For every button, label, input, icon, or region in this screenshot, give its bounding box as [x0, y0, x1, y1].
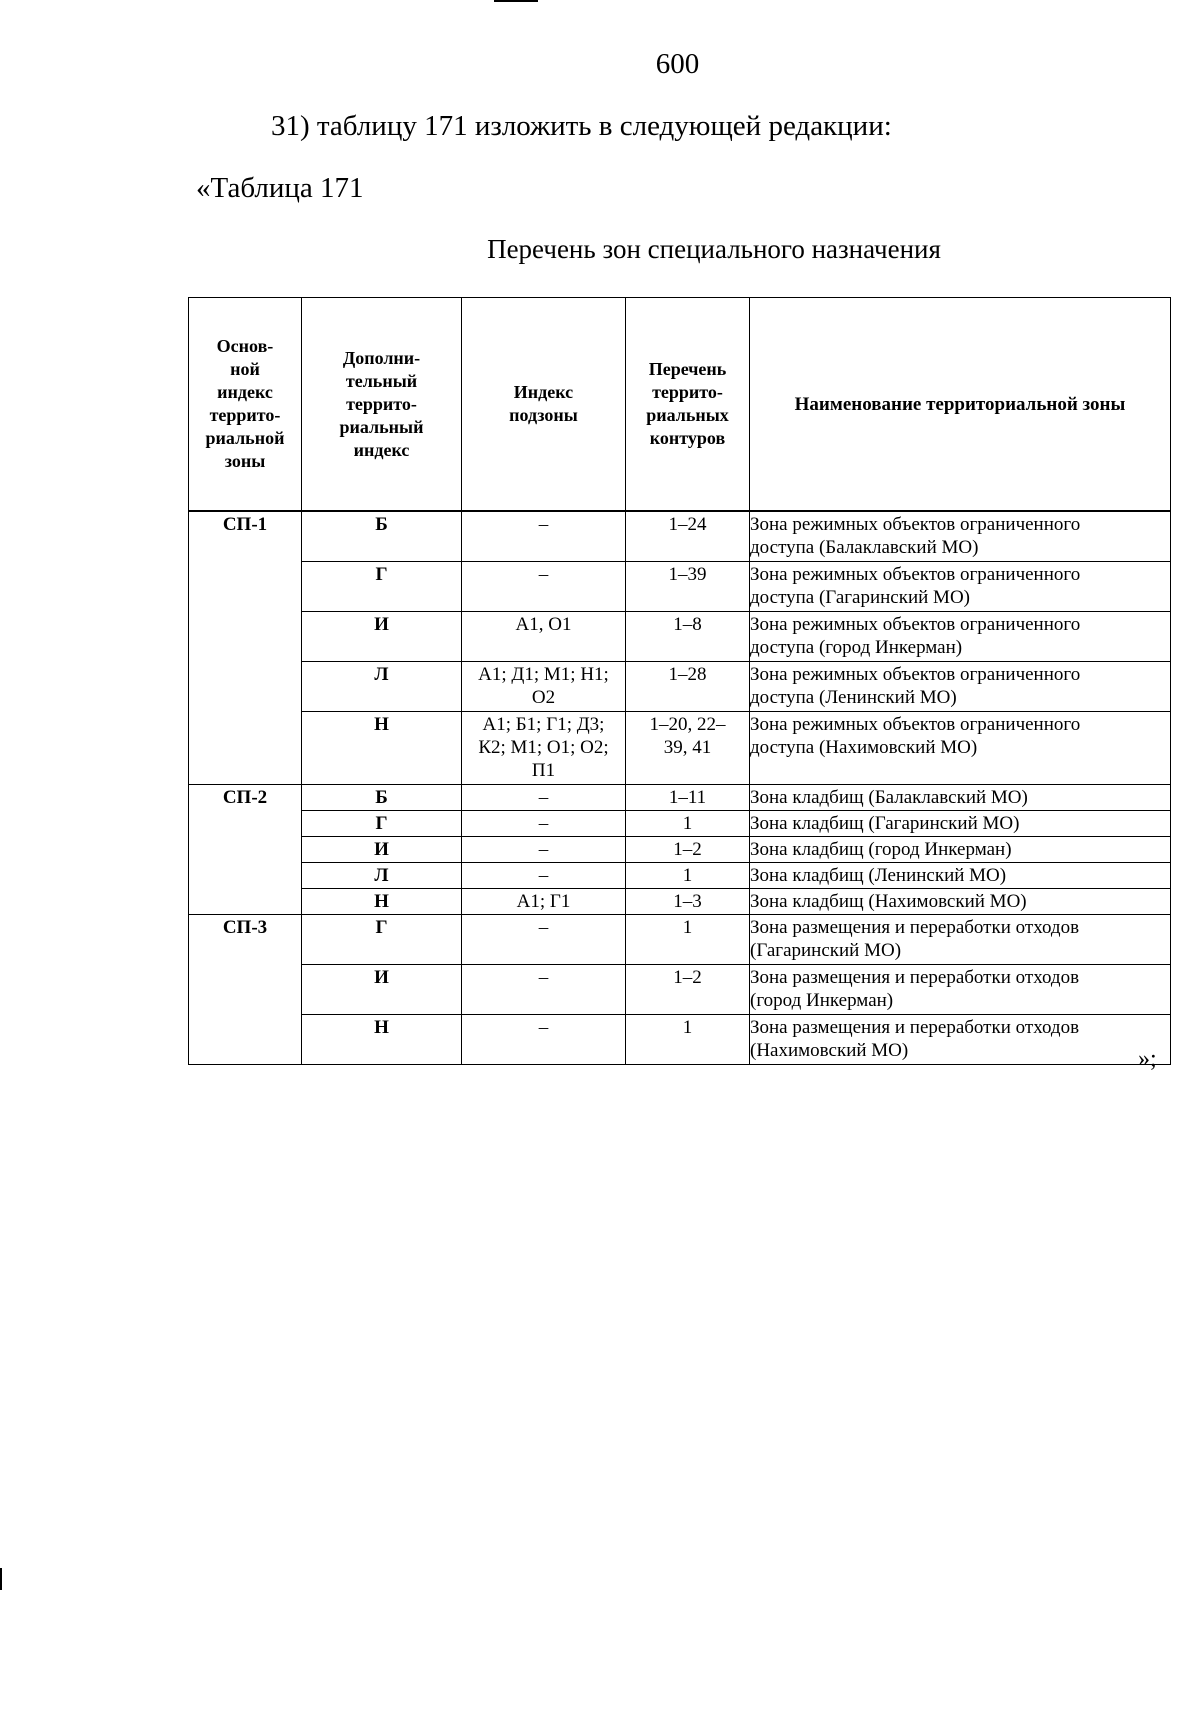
cell-line: 1–28 [668, 664, 707, 685]
cell-line: доступа (Нахимовский МО) [750, 737, 978, 758]
subzone-index-cell [462, 712, 626, 785]
table-row [189, 863, 1171, 889]
subzone-index-cell [462, 562, 626, 612]
cell-line: К2; М1; О1; О2; [478, 737, 609, 758]
cell-line: Индекс [513, 382, 574, 402]
header-zone-name [750, 298, 1171, 512]
cell-line: – [538, 865, 549, 886]
zone-name-cell [750, 965, 1171, 1015]
table-row [189, 712, 1171, 785]
main-index-cell: СП-2 [189, 785, 302, 915]
additional-index-cell: И [302, 965, 462, 1015]
cell-line: – [538, 787, 549, 808]
cell-line: риальных [646, 405, 729, 425]
table-row [189, 511, 1171, 562]
cell-line: П1 [531, 760, 556, 781]
contours-cell [626, 612, 750, 662]
cell-line: зоны [224, 451, 266, 471]
contours-cell [626, 965, 750, 1015]
subzone-index-cell [462, 811, 626, 837]
cell-line: Зона размещения и переработки отходов [750, 1017, 1080, 1038]
zone-name-cell [750, 562, 1171, 612]
table-row [189, 612, 1171, 662]
zone-name-cell [750, 712, 1171, 785]
contours-cell [626, 811, 750, 837]
cell-line: А1; Д1; М1; Н1; [478, 664, 609, 685]
contours-cell [626, 1015, 750, 1065]
subzone-index-cell [462, 837, 626, 863]
cell-line: ной [230, 359, 260, 379]
cell-line: (Нахимовский МО) [750, 1040, 909, 1061]
header-additional-index [302, 298, 462, 512]
contours-cell [626, 889, 750, 915]
contours-cell [626, 562, 750, 612]
cell-line: доступа (Гагаринский МО) [750, 587, 971, 608]
cell-line: А1; Г1 [516, 891, 571, 912]
left-scan-mark [0, 1568, 2, 1590]
cell-line: 1–2 [673, 967, 702, 988]
additional-index-cell: Н [302, 712, 462, 785]
cell-line: индекс [353, 439, 410, 460]
cell-line: риальный [339, 416, 424, 437]
additional-index-cell: И [302, 837, 462, 863]
additional-index-cell: Г [302, 915, 462, 965]
cell-line: А1; Б1; Г1; Д3; [482, 714, 605, 735]
closing-quote: »; [1138, 1046, 1157, 1072]
contours-cell [626, 662, 750, 712]
additional-index-cell: Б [302, 785, 462, 811]
cell-line: – [538, 564, 549, 585]
cell-line: подзоны [509, 405, 578, 425]
cell-line: (город Инкерман) [750, 990, 894, 1011]
table-row [189, 965, 1171, 1015]
table-body [189, 511, 1171, 1065]
cell-line: доступа (Ленинский МО) [750, 687, 957, 708]
contours-cell [626, 837, 750, 863]
table-row [189, 662, 1171, 712]
cell-line: 1 [682, 917, 693, 938]
contours-cell [626, 915, 750, 965]
cell-line: тельный [345, 370, 418, 391]
table-row [189, 837, 1171, 863]
table-row [189, 811, 1171, 837]
cell-line: Дополни- [342, 347, 421, 368]
cell-line: (Гагаринский МО) [750, 940, 902, 961]
cell-line: – [538, 967, 549, 988]
additional-index-cell: Г [302, 562, 462, 612]
subzone-index-cell [462, 511, 626, 562]
cell-line: 1–39 [668, 564, 707, 585]
contours-cell [626, 511, 750, 562]
cell-line: – [538, 839, 549, 860]
header-main-index [189, 298, 302, 512]
cell-line: индекс [217, 382, 273, 402]
cell-line: 1–20, 22– [649, 714, 726, 735]
cell-line: Зона режимных объектов ограниченного [750, 664, 1081, 685]
cell-line: 1 [682, 1017, 693, 1038]
intro-paragraph: 31) таблицу 171 изложить в следующей редакции: [271, 110, 892, 142]
cell-line: – [538, 514, 549, 535]
cell-line: – [538, 1017, 549, 1038]
header-subzone-index [462, 298, 626, 512]
page-number: 600 [655, 48, 700, 80]
cell-line: Наименование территориальной зоны [794, 393, 1126, 415]
table-row [189, 562, 1171, 612]
cell-line: Зона кладбищ (Нахимовский МО) [750, 891, 1027, 912]
subzone-index-cell [462, 785, 626, 811]
cell-line: террито- [652, 382, 723, 402]
contours-cell [626, 863, 750, 889]
main-index-cell: СП-3 [189, 915, 302, 1065]
table-row [189, 915, 1171, 965]
zone-name-cell [750, 915, 1171, 965]
additional-index-cell: И [302, 612, 462, 662]
cell-line: 1–11 [668, 787, 707, 808]
subzone-index-cell [462, 965, 626, 1015]
subzone-index-cell [462, 915, 626, 965]
cell-line: 1–2 [673, 839, 702, 860]
contours-cell [626, 785, 750, 811]
zone-name-cell [750, 811, 1171, 837]
table-title: Перечень зон специального назначения [487, 234, 941, 264]
zone-name-cell [750, 1015, 1171, 1065]
cell-line: Зона кладбищ (Гагаринский МО) [750, 813, 1020, 834]
zone-name-cell [750, 785, 1171, 811]
zone-name-cell [750, 511, 1171, 562]
table-row [189, 785, 1171, 811]
cell-line: Зона режимных объектов ограниченного [750, 714, 1081, 735]
zones-table [188, 297, 1171, 1065]
cell-line: 1–3 [673, 891, 702, 912]
zone-name-cell [750, 837, 1171, 863]
table-caption: «Таблица 171 [196, 172, 364, 204]
cell-line: А1, О1 [515, 614, 572, 635]
top-scan-mark [494, 0, 538, 2]
cell-line: Зона размещения и переработки отходов [750, 917, 1080, 938]
additional-index-cell: Н [302, 889, 462, 915]
cell-line: Зона режимных объектов ограниченного [750, 614, 1081, 635]
cell-line: Зона размещения и переработки отходов [750, 967, 1080, 988]
cell-line: Основ- [216, 336, 274, 356]
cell-line: – [538, 813, 549, 834]
cell-line: Зона кладбищ (Ленинский МО) [750, 865, 1007, 886]
table-row [189, 889, 1171, 915]
subzone-index-cell [462, 662, 626, 712]
cell-line: террито- [346, 393, 417, 414]
contours-cell [626, 712, 750, 785]
cell-line: террито- [209, 405, 281, 425]
cell-line: О2 [531, 687, 556, 708]
additional-index-cell: Л [302, 662, 462, 712]
subzone-index-cell [462, 1015, 626, 1065]
subzone-index-cell [462, 889, 626, 915]
zone-name-cell [750, 662, 1171, 712]
table-row [189, 1015, 1171, 1065]
additional-index-cell: Н [302, 1015, 462, 1065]
cell-line: доступа (Балаклавский МО) [750, 537, 979, 558]
cell-line: Зона режимных объектов ограниченного [750, 514, 1081, 535]
cell-line: 1 [682, 813, 693, 834]
cell-line: 1–8 [673, 614, 702, 635]
cell-line: Зона кладбищ (город Инкерман) [750, 839, 1012, 860]
subzone-index-cell [462, 612, 626, 662]
cell-line: Зона режимных объектов ограниченного [750, 564, 1081, 585]
zone-name-cell [750, 889, 1171, 915]
header-contours-list [626, 298, 750, 512]
subzone-index-cell [462, 863, 626, 889]
additional-index-cell: Г [302, 811, 462, 837]
cell-line: – [538, 917, 549, 938]
zone-name-cell [750, 863, 1171, 889]
main-index-cell: СП-1 [189, 511, 302, 785]
table-header-row [189, 298, 1171, 512]
additional-index-cell: Л [302, 863, 462, 889]
cell-line: Зона кладбищ (Балаклавский МО) [750, 787, 1028, 808]
cell-line: 39, 41 [663, 737, 712, 758]
cell-line: 1 [682, 865, 693, 886]
cell-line: риальной [205, 428, 285, 448]
zone-name-cell [750, 612, 1171, 662]
additional-index-cell: Б [302, 511, 462, 562]
cell-line: Перечень [648, 359, 727, 379]
cell-line: 1–24 [668, 514, 707, 535]
cell-line: доступа (город Инкерман) [750, 637, 963, 658]
cell-line: контуров [649, 428, 726, 448]
